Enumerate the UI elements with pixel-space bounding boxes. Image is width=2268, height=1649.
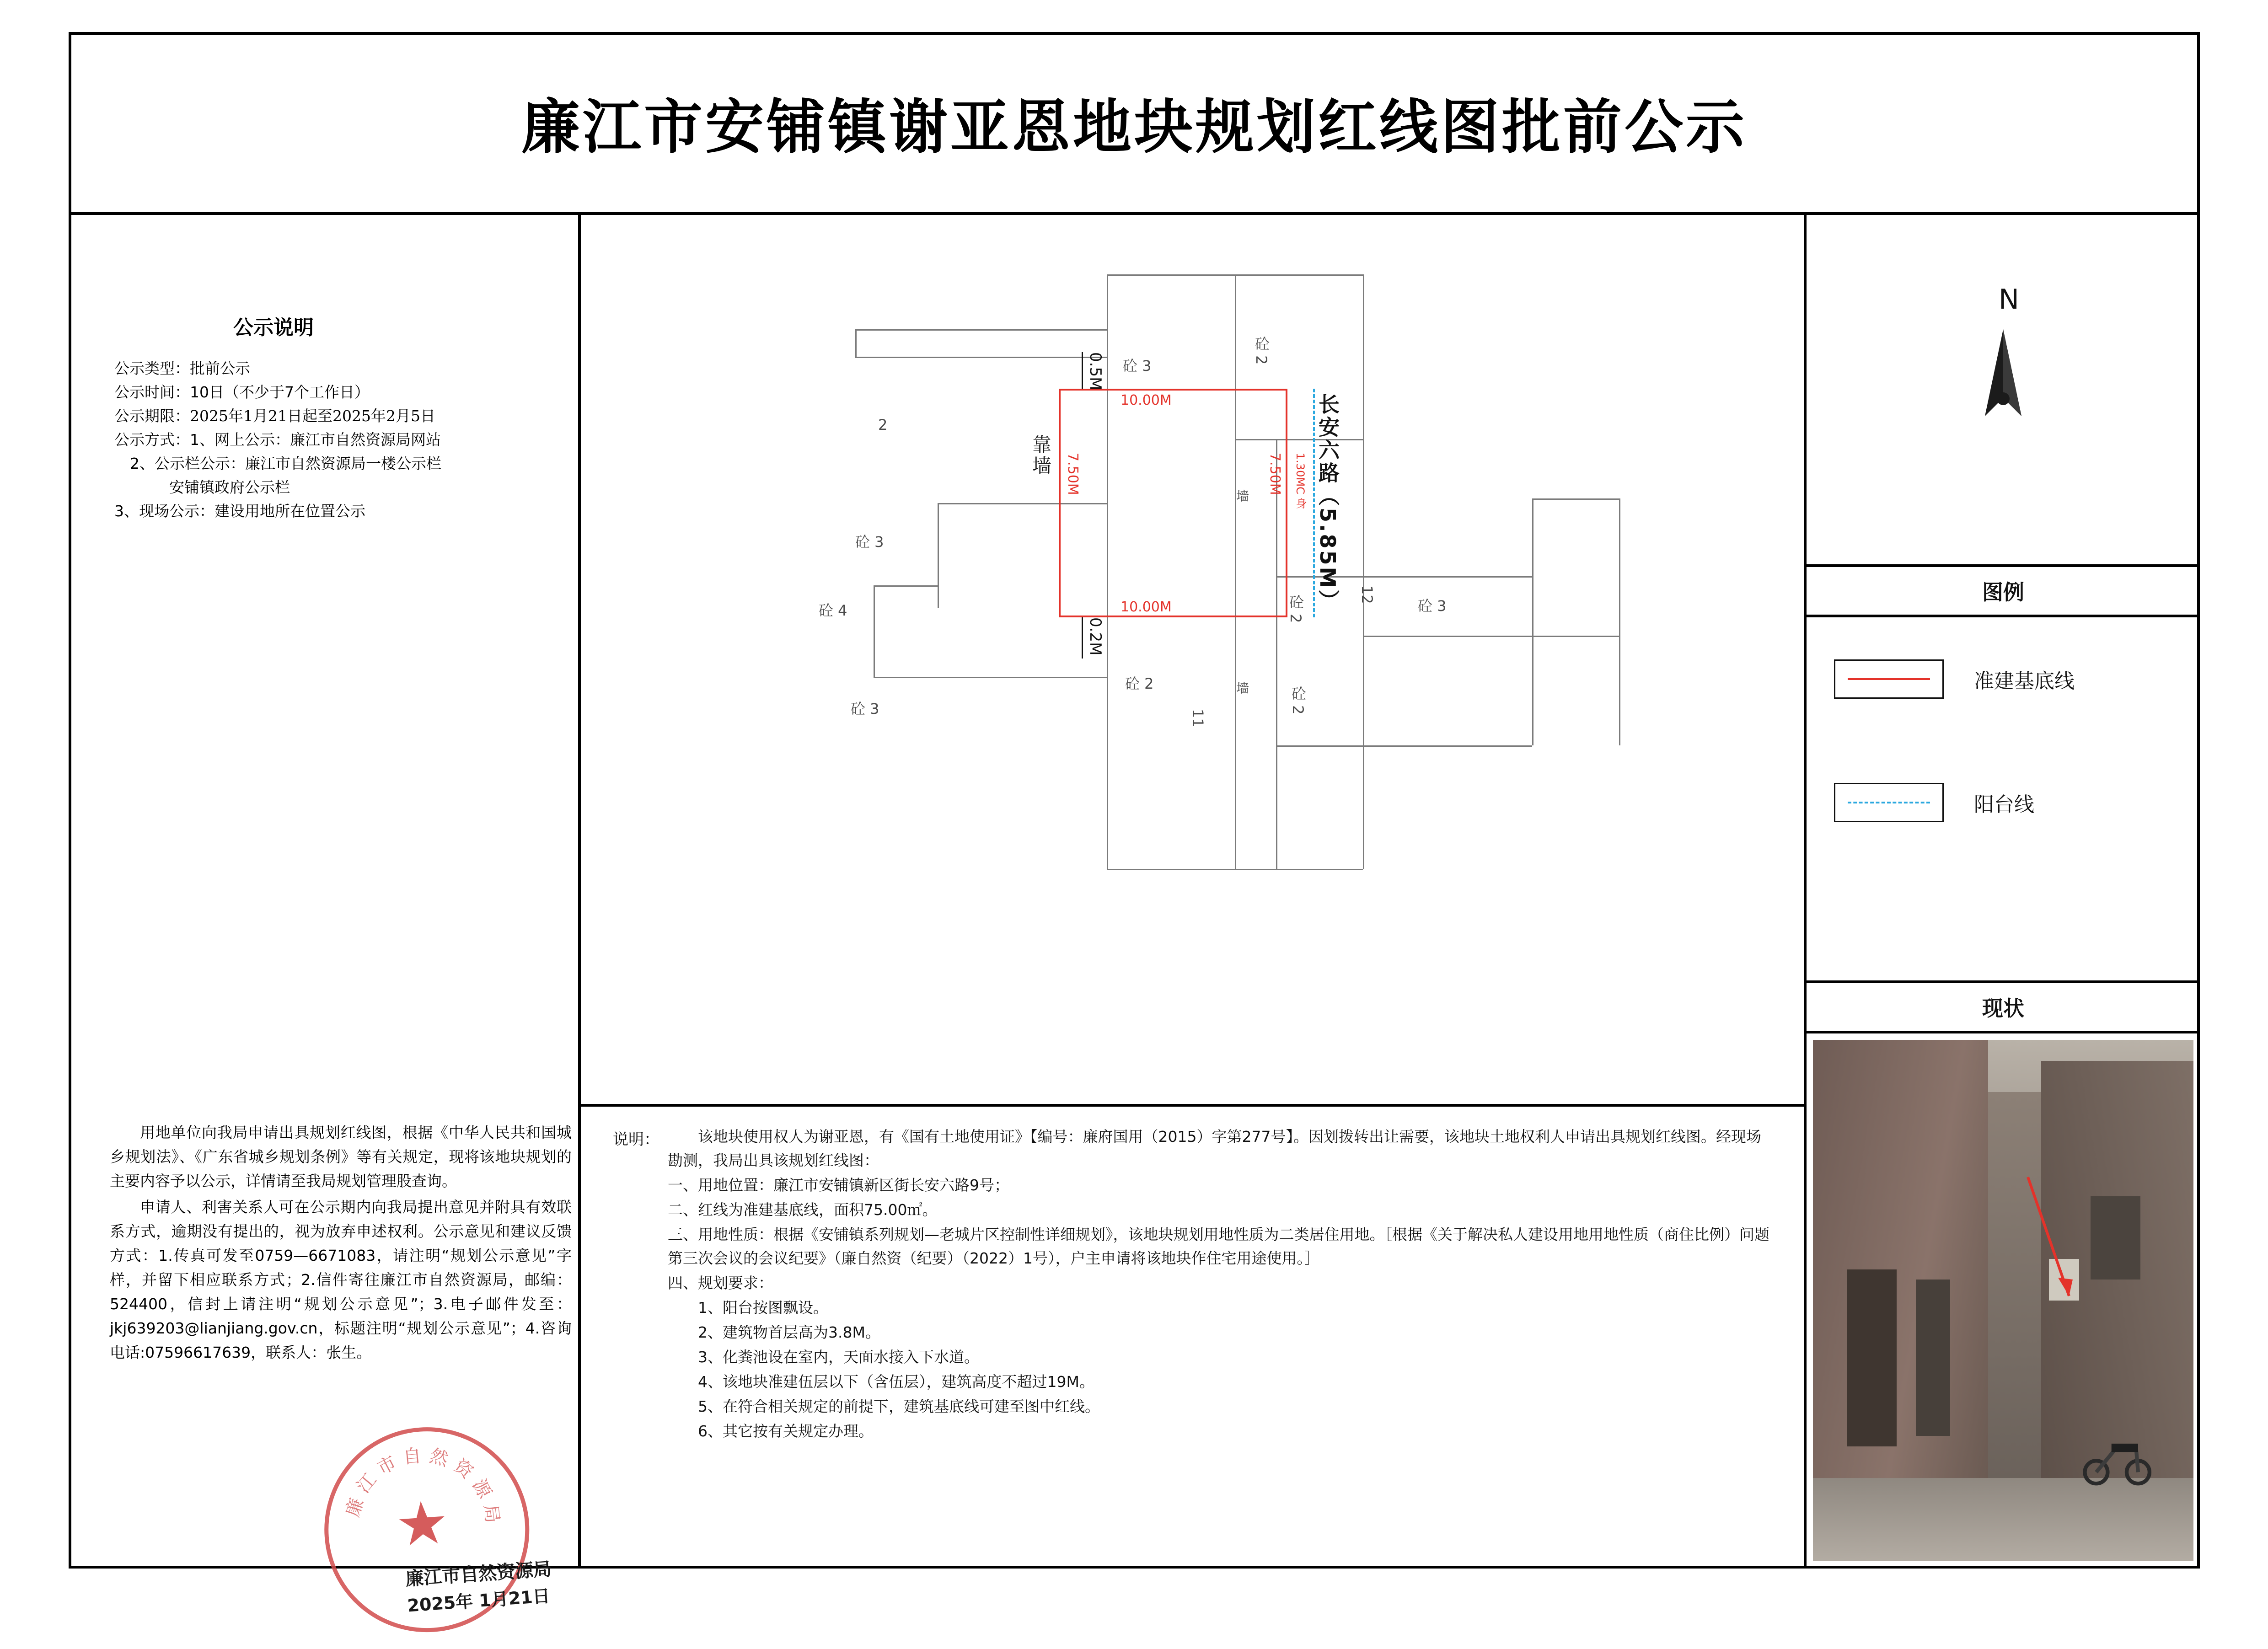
parcel-line xyxy=(874,585,938,587)
dimension-tick xyxy=(1082,352,1083,389)
site-plan-drawing xyxy=(581,215,1807,1107)
notes-line-6: 2、建筑物首层高为3.8M。 xyxy=(698,1323,880,1341)
page-title: 廉江市安铺镇谢亚恩地块规划红线图批前公示 xyxy=(521,93,1747,161)
legend-swatch-red xyxy=(1834,659,1944,699)
notes-line-0: 该地块使用权人为谢亚恩，有《国有土地使用证》【编号：廉府国用（2015）字第277号】。因划拨转出让需要，该地块土地权利人申请出具规划红线图。经现场勘测，我局出具该规划红线图： xyxy=(668,1128,1761,1169)
stamp-star-icon: ★ xyxy=(393,1487,451,1560)
parcel-line xyxy=(1532,498,1619,500)
building-label: 砼 2 xyxy=(1125,675,1154,692)
balcony-line xyxy=(1059,389,1315,617)
building-label: 砼 3 xyxy=(1123,357,1152,375)
notice-line-method: 公示方式：1、网上公示：廉江市自然资源局网站 xyxy=(114,431,441,449)
left-column xyxy=(69,215,581,1616)
notice-line-board: 2、公示栏公示：廉江市自然资源局一楼公示栏 xyxy=(130,455,441,472)
legend-row-balcony-line xyxy=(1807,741,2200,864)
building-label: 墙 xyxy=(1234,681,1249,694)
compass-north-label: N xyxy=(1999,284,2019,316)
parcel-line xyxy=(855,329,1107,331)
notes-line-2: 二、红线为准建基底线，面积75.00㎡。 xyxy=(668,1201,938,1219)
stamp-org: 廉江市自然资源局 xyxy=(405,1558,552,1590)
drawing-canvas xyxy=(581,215,1804,1104)
notice-paragraph-1: 用地单位向我局申请出具规划红线图，根据《中华人民共和国城乡规划法》、《广东省城乡规划条例》等有关规定，现将该地块规划的主要内容予以公示，详情请至我局规划管理股查询。 xyxy=(110,1124,572,1190)
notes-line-5: 1、阳台按图飘设。 xyxy=(698,1299,828,1317)
site-photo-title: 现状 xyxy=(1807,983,2200,1033)
parcel-line xyxy=(874,585,875,677)
road-label: 长安六路（5.85M） xyxy=(1315,393,1340,613)
photo-scooter-icon xyxy=(2079,1405,2155,1509)
notice-line-time: 公示时间：10日（不少于7个工作日） xyxy=(114,383,370,401)
notes-line-7: 3、化粪池设在室内，天面水接入下水道。 xyxy=(698,1348,979,1366)
dim-right: 7.50M xyxy=(1267,453,1283,495)
building-label: 11 xyxy=(1189,709,1206,728)
legend-swatch-blue xyxy=(1834,783,1944,822)
legend-box xyxy=(1807,567,2200,983)
notice-lines xyxy=(114,357,572,523)
notice-line-type: 公示类型：批前公示 xyxy=(114,359,250,377)
compass-icon xyxy=(1807,215,2200,567)
parcel-line xyxy=(874,677,1107,678)
parcel-line xyxy=(1363,439,1364,869)
parcel-line xyxy=(938,503,939,608)
notes-line-8: 4、该地块准建伍层以下（含伍层），建筑高度不超过19M。 xyxy=(698,1373,1094,1391)
parcel-line xyxy=(1107,274,1363,276)
parcel-line xyxy=(855,329,857,357)
legend-label-balcony-line: 阳台线 xyxy=(1974,793,2034,816)
parcel-line xyxy=(855,357,1107,358)
notes-body xyxy=(668,1125,1775,1444)
dim-top: 10.00M xyxy=(1121,392,1172,408)
dim-balcony: 1.30MC 身 xyxy=(1294,453,1307,509)
parcel-line xyxy=(1276,745,1532,747)
legend-label-base-line: 准建基底线 xyxy=(1974,669,2075,693)
dim-offset-top: 0.5M xyxy=(1086,352,1105,391)
building-label: 砼 3 xyxy=(855,533,884,551)
building-label: 砼 3 xyxy=(1418,597,1447,615)
site-photo xyxy=(1813,1040,2193,1561)
stamp-date: 2025年 1月21日 xyxy=(407,1585,551,1616)
notice-line-onsite: 3、现场公示：建设用地所在位置公示 xyxy=(114,502,365,520)
building-label: 12 xyxy=(1358,585,1376,604)
parcel-line xyxy=(1532,498,1533,745)
notice-body xyxy=(110,1120,572,1366)
parcel-line xyxy=(1107,869,1363,870)
dimension-tick xyxy=(1082,617,1083,659)
building-label: 2 xyxy=(878,416,888,434)
title-bar xyxy=(69,32,2200,215)
building-label: 砼 3 xyxy=(851,700,879,717)
legend-row-base-line xyxy=(1807,617,2200,741)
notes-label: 说明： xyxy=(613,1130,659,1149)
notice-heading: 公示说明 xyxy=(233,316,314,339)
dim-left: 7.50M xyxy=(1065,453,1081,495)
building-label: 墙 xyxy=(1234,489,1249,502)
svg-text:廉江市自然资源局: 廉江市自然资源局 xyxy=(342,1444,504,1531)
wall-label: 靠墙 xyxy=(1029,434,1052,476)
notes-box xyxy=(581,1107,1807,1569)
site-photo-box xyxy=(1807,983,2200,1569)
legend-title: 图例 xyxy=(1807,567,2200,617)
notes-line-9: 5、在符合相关规定的前提下，建筑基底线可建至图中红线。 xyxy=(698,1397,1100,1415)
notes-line-10: 6、其它按有关规定办理。 xyxy=(698,1422,874,1440)
building-label: 砼 2 xyxy=(1253,336,1270,365)
parcel-line xyxy=(1107,677,1108,869)
building-label: 砼 2 xyxy=(1289,686,1307,715)
building-label: 砼 2 xyxy=(1287,594,1304,623)
parcel-line xyxy=(1619,498,1620,745)
parcel-line xyxy=(1363,274,1364,439)
dim-offset-bottom: 0.2M xyxy=(1086,617,1105,656)
notice-line-period: 公示期限：2025年1月21日起至2025年2月5日 xyxy=(114,407,435,425)
official-stamp xyxy=(317,1419,552,1649)
compass-box xyxy=(1807,215,2200,567)
notice-line-board2: 安铺镇政府公示栏 xyxy=(169,478,290,496)
notes-line-3: 三、用地性质：根据《安铺镇系列规划—老城片区控制性详细规划》，该地块规划用地性质为二类居住用地。［根据《关于解决私人建设用地用地性质（商住比例）问题第三次会议的会议纪要》（廉自然资（纪要）（2022）1号），户主申请将该地块作住宅用途使用。］ xyxy=(668,1226,1769,1267)
dim-bottom: 10.00M xyxy=(1121,599,1172,615)
notice-paragraph-2: 申请人、利害关系人可在公示期内向我局提出意见并附具有效联系方式，逾期没有提出的，视为放弃申述权利。公示意见和建议反馈方式：1.传真可发至0759—6671083，请注明“规划公示意见”字样，并留下相应联系方式；2.信件寄往廉江市自然资源局，邮编：524400，信封上请注明“规划公示意见”；3.电子邮件发至：jkj639203@lianjiang.gov.cn，标题注明“规划公示意见”；4.咨询电话:07596617639，联系人：张生。 xyxy=(110,1198,572,1361)
notes-line-1: 一、用地位置：廉江市安铺镇新区街长安六路9号； xyxy=(668,1176,1009,1194)
building-label: 砼 4 xyxy=(819,602,847,619)
parcel-line xyxy=(1363,636,1619,637)
notes-line-4: 四、规划要求： xyxy=(668,1274,773,1292)
